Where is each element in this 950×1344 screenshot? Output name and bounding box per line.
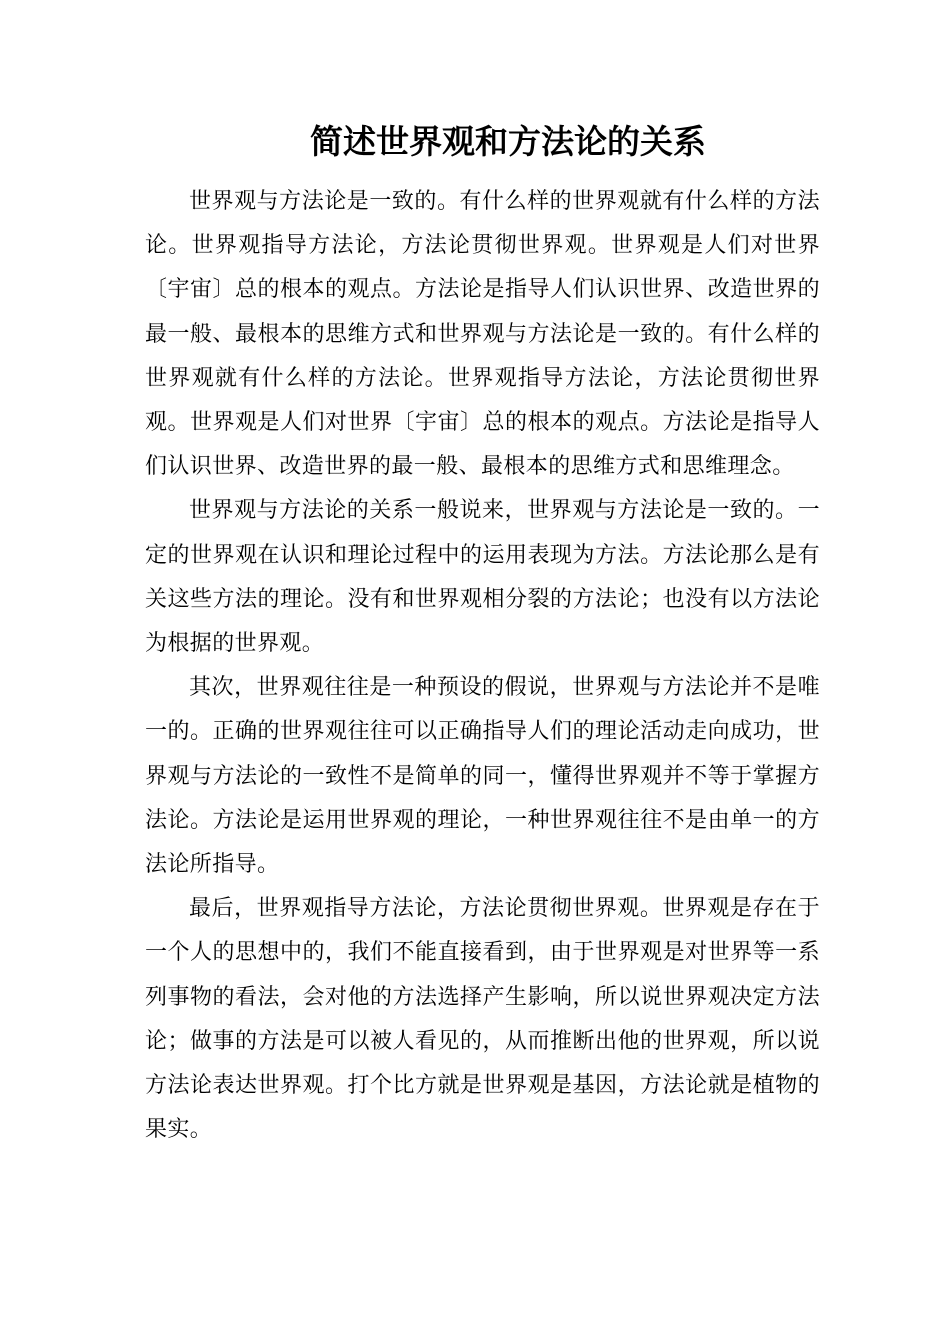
- document-title: 简述世界观和方法论的关系: [310, 122, 706, 161]
- document-body: [145, 180, 820, 1152]
- paragraph-2: 世界观与方法论的关系一般说来，世界观与方法论是一致的。一定的世界观在认识和理论过程中的运用表现为方法。方法论那么是有关这些方法的理论。没有和世界观相分裂的方法论；也没有以方法论为根据的世界观。: [145, 498, 820, 657]
- paragraph-3: 其次，世界观往往是一种预设的假说，世界观与方法论并不是唯一的。正确的世界观往往可以正确指导人们的理论活动走向成功，世界观与方法论的一致性不是简单的同一，懂得世界观并不等于掌握方法论。方法论是运用世界观的理论，一种世界观往往不是由单一的方法论所指导。: [145, 675, 820, 878]
- paragraph-1: 世界观与方法论是一致的。有什么样的世界观就有什么样的方法论。世界观指导方法论，方法论贯彻世界观。世界观是人们对世界〔宇宙〕总的根本的观点。方法论是指导人们认识世界、改造世界的最一般、最根本的思维方式和世界观与方法论是一致的。有什么样的世界观就有什么样的方法论。世界观指导方法论，方法论贯彻世界观。世界观是人们对世界〔宇宙〕总的根本的观点。方法论是指导人们认识世界、改造世界的最一般、最根本的思维方式和思维理念。: [145, 189, 820, 480]
- paragraph-4: 最后，世界观指导方法论，方法论贯彻世界观。世界观是存在于一个人的思想中的，我们不能直接看到，由于世界观是对世界等一系列事物的看法，会对他的方法选择产生影响，所以说世界观决定方法论；做事的方法是可以被人看见的，从而推断出他的世界观，所以说方法论表达世界观。打个比方就是世界观是基因，方法论就是植物的果实。: [145, 896, 820, 1143]
